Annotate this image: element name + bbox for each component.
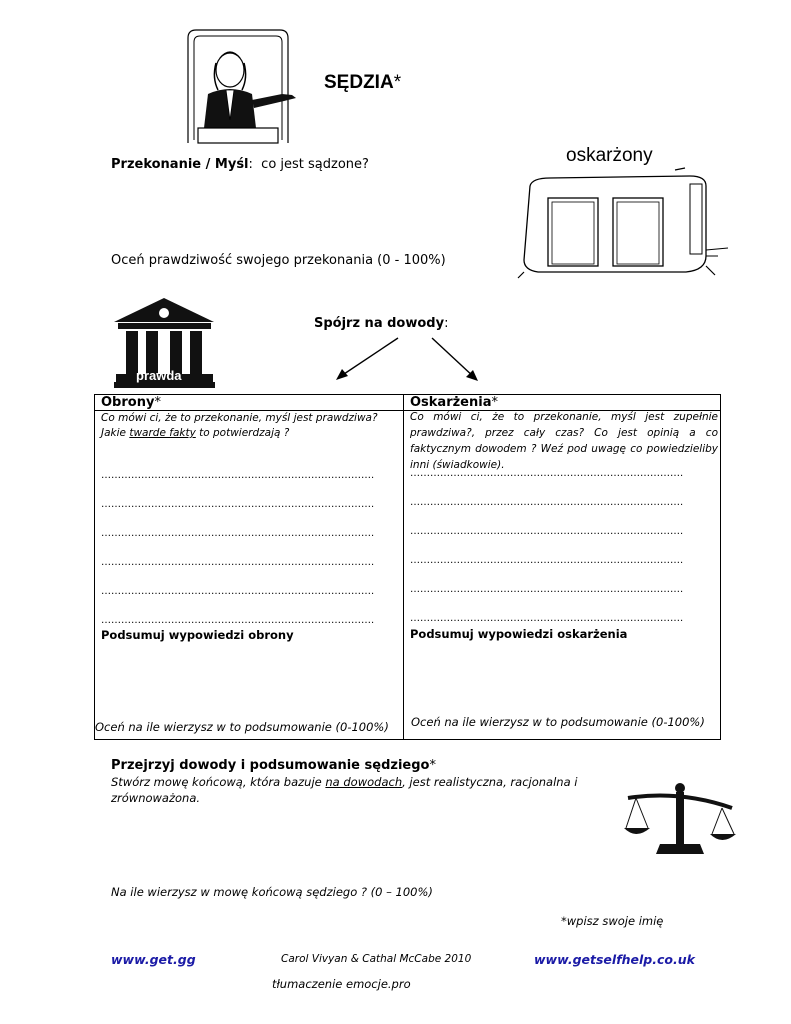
prosecution-instructions: Co mówi ci, że to przekonanie, myśl jest zupełnie prawdziwa?, przez cały czas? Co jest opinią a co faktycznym dowodem ? Weź pod uwagę co powiedzieliby inni (świadkowie). [410,411,718,471]
review-title: Przejrzyj dowody i podsumowanie sędziego* [111,758,436,773]
footer-translation: tłumaczenie emocje.pro [272,977,411,991]
judge-illustration [180,28,305,146]
prosecution-title: Oskarżenia* [410,395,498,410]
prosecution-line[interactable]: ………………………………………………………………………. [410,584,684,595]
dock-illustration [510,160,740,285]
footer-left-link[interactable]: www.get.gg [111,952,196,967]
defense-line[interactable]: ………………………………………………………………………. [101,528,375,539]
belief-prompt: Przekonanie / Myśl: co jest sądzone? [111,157,369,172]
arrows-icon [330,334,485,384]
defense-summary-label: Podsumuj wypowiedzi obrony [101,628,294,642]
truth-label: prawda [136,368,182,383]
prosecution-line[interactable]: ………………………………………………………………………. [410,613,684,624]
defense-line[interactable]: ………………………………………………………………………. [101,586,375,597]
table-divider [403,394,404,740]
defense-line[interactable]: ………………………………………………………………………. [101,615,375,626]
defense-line[interactable]: ………………………………………………………………………. [101,470,375,481]
footer-right-link[interactable]: www.getselfhelp.co.uk [534,952,695,967]
accused-label: oskarżony [566,145,653,166]
belief-label: Przekonanie / Myśl [111,157,249,172]
defense-rate-text: Oceń na ile wierzysz w to podsumowanie (0-100%) [95,720,389,734]
prosecution-line[interactable]: ………………………………………………………………………. [410,526,684,537]
scales-icon [624,778,736,856]
rate-belief-text: Oceń prawdziwość swojego przekonania (0 - 100%) [111,253,446,268]
defense-line[interactable]: ………………………………………………………………………. [101,499,375,510]
defense-instructions: Co mówi ci, że to przekonanie, myśl jest prawdziwa? Jakie twarde fakty to potwierdzają ? [101,412,378,439]
defense-title: Obrony* [101,395,161,410]
name-note: *wpisz swoje imię [561,914,664,928]
defense-line[interactable]: ………………………………………………………………………. [101,557,375,568]
prosecution-summary-label: Podsumuj wypowiedzi oskarżenia [410,627,628,641]
belief-question: co jest sądzone? [261,157,369,172]
prosecution-line[interactable]: ………………………………………………………………………. [410,497,684,508]
review-instructions: Stwórz mowę końcową, która bazuje na dowodach, jest realistyczna, racjonalna i zrównoważona. [111,775,578,805]
prosecution-line[interactable]: ………………………………………………………………………. [410,555,684,566]
prosecution-line[interactable]: ………………………………………………………………………. [410,468,684,479]
final-question: Na ile wierzysz w mowę końcową sędziego ? (0 – 100%) [111,885,433,899]
truth-building-icon [114,296,215,388]
evidence-heading: Spójrz na dowody: [314,316,449,331]
prosecution-rate-text: Oceń na ile wierzysz w to podsumowanie (0-100%) [411,715,705,729]
footer-credits: Carol Vivyan & Cathal McCabe 2010 [281,953,472,965]
page-title: SĘDZIA* [324,72,402,93]
